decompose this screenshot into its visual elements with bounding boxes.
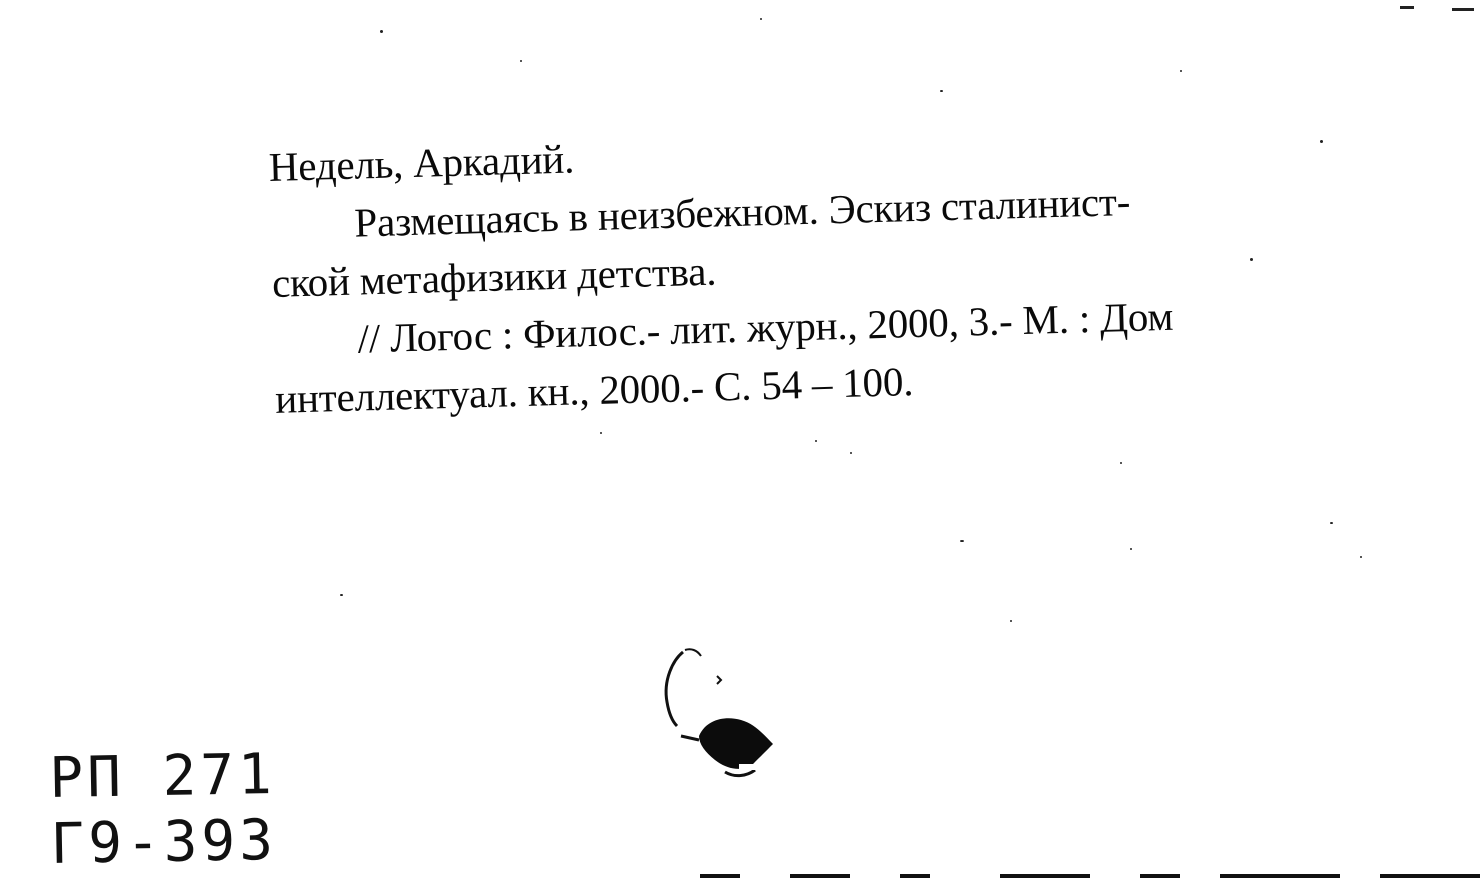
source-line-1: // Логос : Филос.- лит. журн., 2000, 3.- М. : Дом [356, 292, 1174, 362]
source-line-2: интеллектуал. кн., 2000.- С. 54 – 100. [274, 358, 914, 422]
scan-edge-marks [700, 872, 1480, 880]
ink-blot [655, 640, 785, 790]
bibliographic-entry [268, 107, 1396, 428]
author-heading: Недель, Аркадий. [268, 135, 575, 190]
shelfmark [49, 742, 278, 878]
shelfmark-line-1: РП 271 [48, 742, 277, 811]
title-line-1: Размещаясь в неизбежном. Эскиз сталинист- [353, 177, 1131, 246]
shelfmark-line-2: Г9-393 [50, 808, 278, 877]
title-line-2: ской метафизики детства. [271, 247, 717, 306]
